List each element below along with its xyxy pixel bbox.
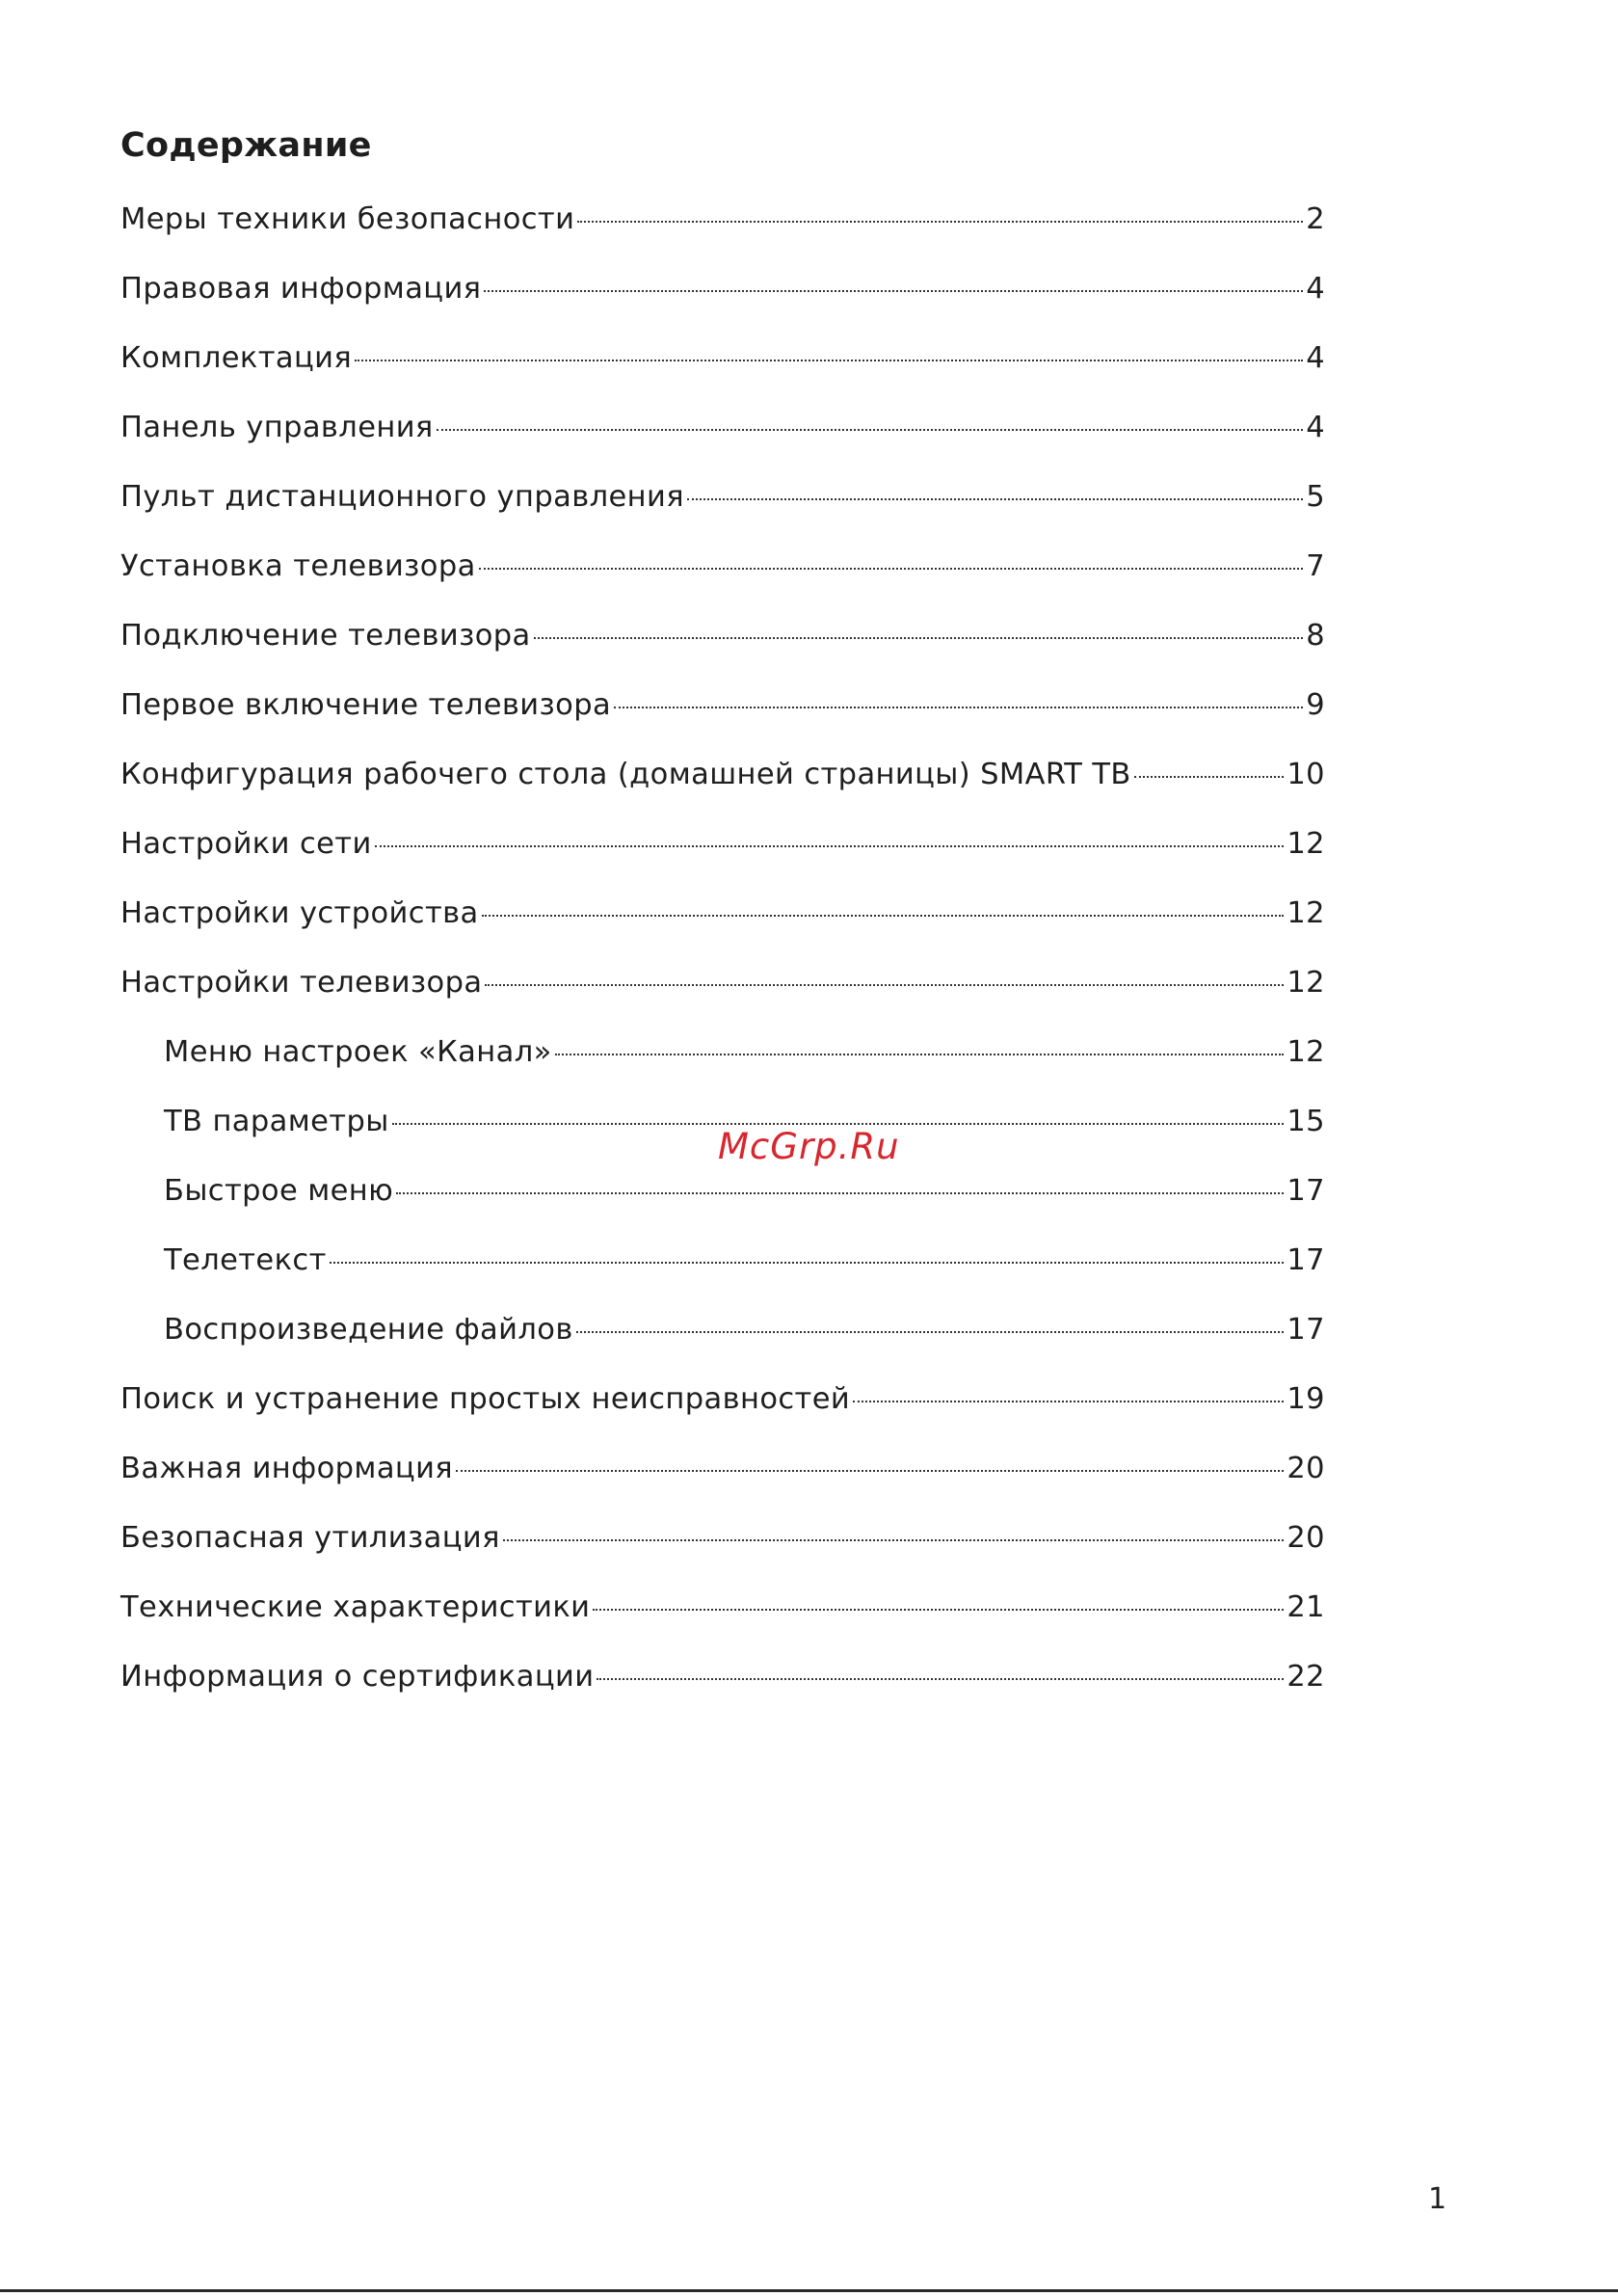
toc-entry[interactable] bbox=[120, 688, 1325, 758]
toc-entry-page-number: 4 bbox=[1306, 272, 1325, 306]
toc-entry[interactable] bbox=[120, 1452, 1325, 1521]
toc-dot-leader bbox=[576, 1331, 1285, 1333]
toc-entry-label: Безопасная утилизация bbox=[120, 1521, 500, 1555]
toc-entry-label: Установка телевизора bbox=[120, 549, 476, 583]
toc-entry[interactable] bbox=[120, 1313, 1325, 1382]
watermark: McGrp.Ru bbox=[718, 1126, 900, 1167]
toc-entry-label: Важная информация bbox=[120, 1452, 454, 1485]
toc-entry-page-number: 21 bbox=[1286, 1590, 1325, 1624]
toc-entry-page-number: 17 bbox=[1286, 1313, 1325, 1347]
toc-dot-leader bbox=[503, 1539, 1285, 1541]
toc-entry-label: Меню настроек «Канал» bbox=[164, 1035, 552, 1069]
toc-entry[interactable] bbox=[120, 1590, 1325, 1660]
toc-entry-page-number: 12 bbox=[1286, 1035, 1325, 1069]
toc-dot-leader bbox=[437, 429, 1304, 431]
toc-dot-leader bbox=[479, 568, 1303, 570]
toc-entry-page-number: 4 bbox=[1306, 411, 1325, 444]
toc-entry-page-number: 7 bbox=[1306, 549, 1325, 583]
toc-dot-leader bbox=[1134, 776, 1285, 778]
toc-dot-leader bbox=[593, 1609, 1284, 1611]
toc-entry-page-number: 17 bbox=[1286, 1243, 1325, 1277]
toc-dot-leader bbox=[555, 1054, 1285, 1055]
toc-entry[interactable] bbox=[120, 827, 1325, 896]
toc-dot-leader bbox=[534, 637, 1304, 639]
toc-entry-page-number: 17 bbox=[1286, 1174, 1325, 1208]
toc-entry-label: Телетекст bbox=[164, 1243, 327, 1277]
toc-entry[interactable] bbox=[120, 1174, 1325, 1243]
toc-entry-page-number: 20 bbox=[1286, 1452, 1325, 1485]
toc-entry[interactable] bbox=[120, 1243, 1325, 1313]
table-of-contents bbox=[120, 202, 1325, 1729]
toc-entry-label: Комплектация bbox=[120, 341, 353, 375]
toc-entry-label: Поиск и устранение простых неисправностей bbox=[120, 1382, 851, 1416]
toc-entry[interactable] bbox=[120, 619, 1325, 688]
toc-dot-leader bbox=[392, 1123, 1285, 1125]
toc-entry-label: Первое включение телевизора bbox=[120, 688, 612, 722]
toc-entry[interactable] bbox=[120, 1035, 1325, 1105]
toc-entry-label: Конфигурация рабочего стола (домашней страницы) SMART ТВ bbox=[120, 758, 1131, 791]
toc-entry-label: Панель управления bbox=[120, 411, 434, 444]
toc-dot-leader bbox=[614, 707, 1303, 708]
toc-entry-label: Настройки устройства bbox=[120, 896, 479, 930]
toc-entry-label: ТВ параметры bbox=[164, 1105, 389, 1138]
toc-dot-leader bbox=[485, 984, 1284, 986]
toc-entry[interactable] bbox=[120, 896, 1325, 966]
toc-dot-leader bbox=[396, 1192, 1284, 1194]
toc-dot-leader bbox=[853, 1401, 1284, 1402]
toc-entry-page-number: 20 bbox=[1286, 1521, 1325, 1555]
toc-entry-page-number: 19 bbox=[1286, 1382, 1325, 1416]
toc-entry-label: Воспроизведение файлов bbox=[164, 1313, 573, 1347]
toc-entry-label: Подключение телевизора bbox=[120, 619, 531, 653]
toc-entry-label: Технические характеристики bbox=[120, 1590, 591, 1624]
toc-entry-page-number: 2 bbox=[1306, 202, 1325, 236]
toc-dot-leader bbox=[687, 498, 1303, 500]
toc-entry[interactable] bbox=[120, 202, 1325, 272]
toc-entry[interactable] bbox=[120, 341, 1325, 411]
toc-dot-leader bbox=[577, 221, 1303, 223]
toc-entry-label: Информация о сертификации bbox=[120, 1660, 595, 1694]
page-number: 1 bbox=[1428, 2182, 1447, 2216]
toc-entry-label: Пульт дистанционного управления bbox=[120, 480, 684, 514]
toc-entry-label: Настройки телевизора bbox=[120, 966, 483, 1000]
toc-entry-page-number: 12 bbox=[1286, 827, 1325, 861]
toc-entry[interactable] bbox=[120, 1382, 1325, 1452]
toc-entry[interactable] bbox=[120, 758, 1325, 827]
toc-entry-label: Настройки сети bbox=[120, 827, 372, 861]
toc-entry[interactable] bbox=[120, 272, 1325, 341]
bottom-rule bbox=[0, 2289, 1618, 2292]
toc-entry[interactable] bbox=[120, 480, 1325, 549]
toc-dot-leader bbox=[330, 1262, 1285, 1264]
toc-entry-page-number: 12 bbox=[1286, 896, 1325, 930]
toc-dot-leader bbox=[375, 845, 1285, 847]
toc-entry-page-number: 15 bbox=[1286, 1105, 1325, 1138]
toc-entry[interactable] bbox=[120, 1521, 1325, 1590]
toc-entry-page-number: 5 bbox=[1306, 480, 1325, 514]
toc-entry[interactable] bbox=[120, 411, 1325, 480]
toc-entry-label: Быстрое меню bbox=[164, 1174, 394, 1208]
toc-entry-label: Правовая информация bbox=[120, 272, 482, 306]
toc-dot-leader bbox=[484, 290, 1303, 292]
toc-dot-leader bbox=[597, 1678, 1284, 1680]
toc-entry-page-number: 10 bbox=[1286, 758, 1325, 791]
toc-entry-label: Меры техники безопасности bbox=[120, 202, 575, 236]
toc-dot-leader bbox=[482, 915, 1285, 917]
toc-entry-page-number: 8 bbox=[1306, 619, 1325, 653]
toc-dot-leader bbox=[355, 360, 1303, 361]
toc-dot-leader bbox=[456, 1470, 1284, 1472]
toc-entry-page-number: 4 bbox=[1306, 341, 1325, 375]
toc-entry-page-number: 9 bbox=[1306, 688, 1325, 722]
toc-entry[interactable] bbox=[120, 1660, 1325, 1729]
toc-entry-page-number: 22 bbox=[1286, 1660, 1325, 1694]
toc-entry[interactable] bbox=[120, 549, 1325, 619]
toc-entry[interactable] bbox=[120, 966, 1325, 1035]
page-title: Содержание bbox=[120, 126, 372, 165]
toc-entry-page-number: 12 bbox=[1286, 966, 1325, 1000]
